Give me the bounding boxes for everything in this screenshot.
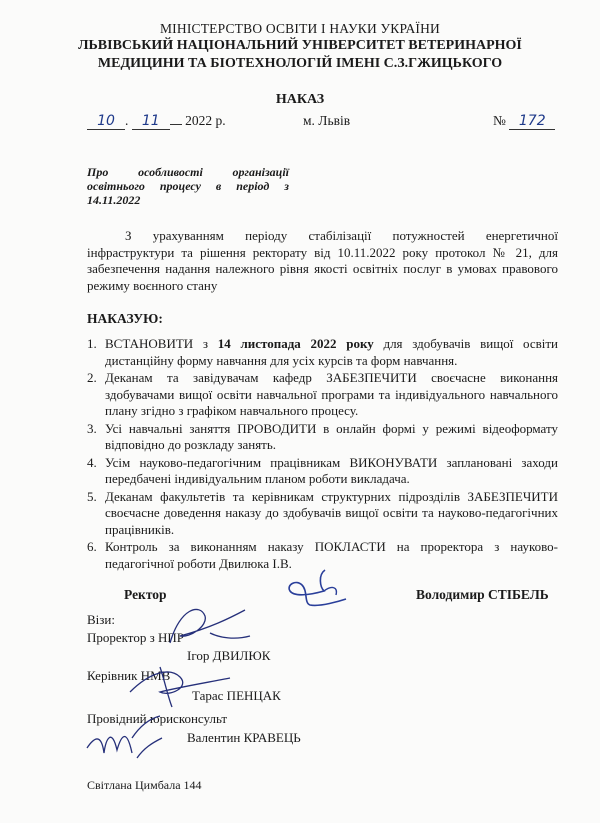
list-item: 6. Контроль за виконанням наказу ПОКЛАСТИ на проректора з науково-педагогічної роботи Двилюка І.В.: [87, 539, 558, 571]
signatory-title: Ректор: [124, 587, 167, 602]
university-name-line2: МЕДИЦИНИ ТА БІОТЕХНОЛОГІЙ ІМЕНІ С.З.ГЖИЦЬКОГО: [97, 56, 503, 71]
list-item: 3. Усі навчальні заняття ПРОВОДИТИ в онлайн формі у режимі відеоформату відповідно до розкладу занять.: [87, 420, 558, 452]
order-number: [493, 113, 555, 130]
order-date: 10 . 11 2022 р.: [87, 113, 226, 130]
approval-position-3: Провідний юрисконсульт: [87, 711, 228, 726]
university-name-line1: ЛЬВІВСЬКИЙ НАЦІОНАЛЬНИЙ УНІВЕРСИТЕТ ВЕТЕРИНАРНОЇ: [78, 38, 522, 53]
date-day: 10: [97, 113, 115, 129]
order-preamble: З урахуванням періоду стабілізації потужностей енергетичної інфраструктури та рішення ректорату від 10.11.2022 року протокол № 21, для забезпечення надання належного рівня якості освітніх послуг в умовах правового режиму воєнного стану: [87, 228, 558, 293]
list-item: 4. Усім науково-педагогічним працівникам ВИКОНУВАТИ заплановані заходи передбачені індивідуальним планом роботи викладача.: [87, 454, 558, 486]
approval-name-2: Тарас ПЕНЦАК: [192, 688, 281, 703]
list-item: 5. Деканам факультетів та керівникам структурних підрозділів ЗАБЕЗПЕЧИТИ своєчасне доведення наказу до здобувачів вищої освіти та науково-педагогічних працівників.: [87, 488, 558, 537]
order-subject: Про особливості організації освітнього процесу в період з 14.11.2022: [87, 165, 289, 207]
number-value: 172: [518, 113, 546, 129]
approval-position-1: Проректор з НПР: [87, 630, 184, 645]
order-items: [87, 336, 558, 572]
approvals-label: Візи:: [87, 612, 115, 627]
signatory-name: Володимир СТІБЕЛЬ: [416, 587, 549, 602]
approval-name-3: Валентин КРАВЕЦЬ: [187, 730, 301, 745]
approval-position-2: Керівник НМВ: [87, 668, 171, 683]
date-year: 2022 р.: [185, 113, 226, 128]
list-item: 2. Деканам та завідувачам кафедр ЗАБЕЗПЕЧИТИ своєчасне виконання здобувачами вищої освіти навчальної програми та індивідуального навчального плану згідно з графіком навчального процесу.: [87, 370, 558, 418]
executor-info: Світлана Цимбала 144: [87, 778, 202, 792]
date-month: 11: [141, 113, 160, 129]
document-type: НАКАЗ: [275, 92, 325, 107]
order-city: м. Львів: [303, 113, 351, 128]
order-word: НАКАЗУЮ:: [87, 311, 163, 326]
approval-signature-1-icon: [150, 598, 260, 658]
ministry-name: МІНІСТЕРСТВО ОСВІТИ І НАУКИ УКРАЇНИ: [159, 21, 441, 36]
number-label: №: [493, 113, 506, 128]
list-item: 1. ВСТАНОВИТИ з 14 листопада 2022 року для здобувачів вищої освіти дистанційну форму навчання для усіх курсів та форм навчання.: [87, 336, 559, 368]
approval-signature-3-icon: [82, 708, 172, 768]
approval-name-1: Ігор ДВИЛЮК: [187, 648, 271, 663]
approval-signature-2-icon: [120, 652, 240, 712]
rector-signature-icon: [280, 565, 360, 615]
